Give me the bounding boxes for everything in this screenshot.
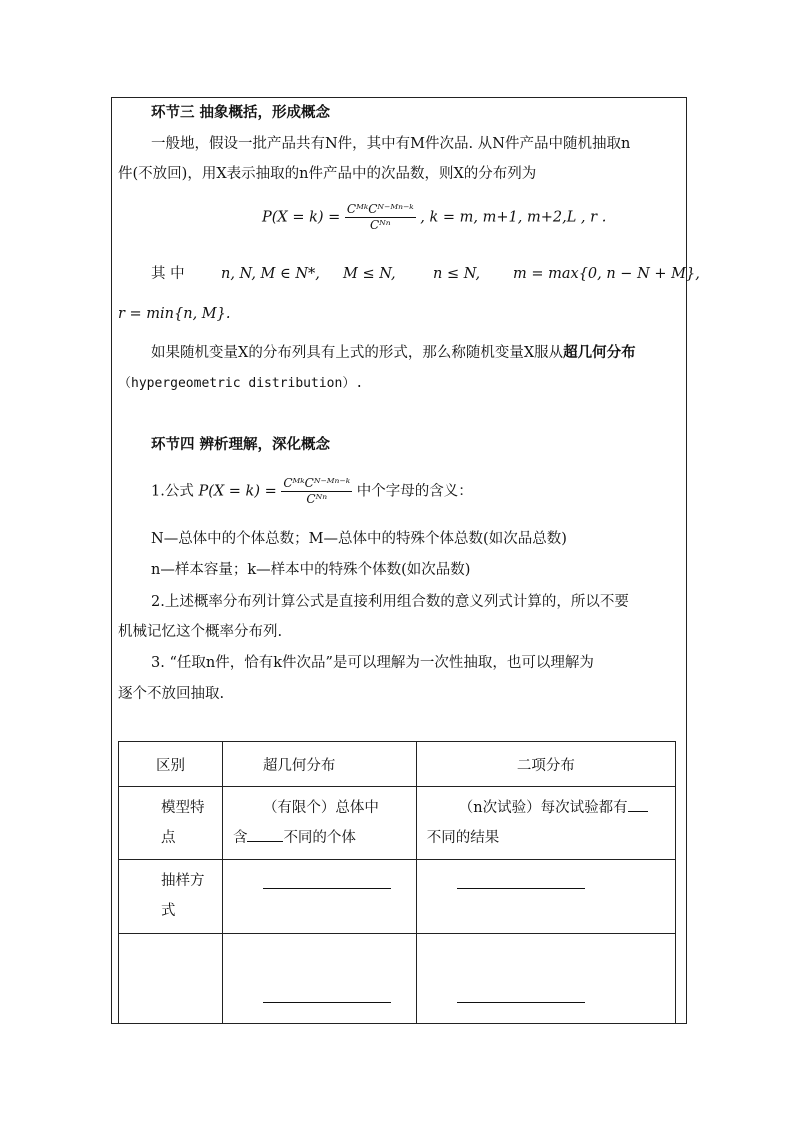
row-model-binom-line1 bbox=[427, 793, 665, 823]
row-sampling-binom bbox=[416, 860, 675, 934]
section3-p1-line2: 件(不放回)，用X表示抽取的n件产品中的次品数，则X的分布列为 bbox=[118, 166, 537, 182]
item1-formula-left: P(X = k) = bbox=[198, 483, 277, 500]
row-model-hyper bbox=[222, 787, 416, 860]
condition-2: M ≤ N, bbox=[343, 266, 396, 282]
condition-3: n ≤ N, bbox=[433, 266, 481, 282]
item1-prefix: 1.公式 bbox=[151, 483, 194, 500]
row-model-label bbox=[119, 787, 223, 860]
item3-line1: 3. “任取n件，恰有k件次品”是可以理解为一次性抽取，也可以理解为 bbox=[151, 655, 594, 671]
section3-p2-text: 如果随机变量X的分布列具有上式的形式，那么称随机变量X服从 bbox=[151, 345, 564, 361]
fill-blank-hyper-extra[interactable] bbox=[263, 1002, 391, 1003]
section3-p2 bbox=[151, 343, 636, 363]
term-hypergeometric: 超几何分布 bbox=[563, 344, 636, 361]
item1 bbox=[151, 476, 473, 507]
item2-line2: 机械记忆这个概率分布列. bbox=[118, 624, 283, 640]
row-model-hyper-line2 bbox=[233, 823, 406, 853]
section3-p2-line2: （hypergeometric distribution）. bbox=[118, 376, 364, 391]
item1-formula-numerator: CᴹᵏCᴺ⁻ᴹⁿ⁻ᵏ bbox=[283, 476, 351, 490]
row-model-binom-content bbox=[417, 787, 675, 859]
comparison-table bbox=[118, 741, 676, 1024]
table-header-row bbox=[119, 742, 676, 787]
row-extra-hyper bbox=[222, 934, 416, 1024]
formula-numerator: CᴹᵏCᴺ⁻ᴹⁿ⁻ᵏ bbox=[346, 202, 414, 216]
condition-5: r = min{n, M}. bbox=[118, 306, 231, 322]
formula-right: , k = m, m+1, m+2,L , r . bbox=[420, 209, 607, 226]
section3-p1-line1: 一般地，假设一批产品共有N件，其中有M件次品. 从N件产品中随机抽取n bbox=[151, 136, 631, 152]
meaning-N-M: N—总体中的个体总数；M—总体中的特殊个体总数(如次品总数) bbox=[151, 531, 567, 547]
fill-blank-hyper-model[interactable] bbox=[247, 841, 283, 842]
formula-fraction bbox=[345, 202, 416, 233]
table-row-extra bbox=[119, 934, 676, 1024]
section4-heading: 环节四 辨析理解，深化概念 bbox=[151, 436, 331, 453]
row-model-hyper-prefix: 含 bbox=[232, 830, 248, 846]
item2-line1: 2.上述概率分布列计算公式是直接利用组合数的意义列式计算的，所以不要 bbox=[151, 594, 629, 610]
section3-heading: 环节三 抽象概括，形成概念 bbox=[151, 104, 331, 121]
fill-blank-binom-sampling[interactable] bbox=[457, 888, 585, 889]
row-model-hyper-content bbox=[223, 787, 416, 859]
item1-formula-fraction bbox=[281, 476, 352, 507]
row-extra-binom bbox=[416, 934, 675, 1024]
item3-line2: 逐个不放回抽取. bbox=[118, 686, 225, 702]
row-model-binom-text: （n次试验）每次试验都有 bbox=[458, 800, 628, 816]
formula-left: P(X = k) = bbox=[262, 209, 341, 226]
header-hypergeometric-text: 超几何分布 bbox=[262, 757, 336, 774]
table-row-sampling bbox=[119, 860, 676, 934]
condition-4: m = max{0, n − N + M}, bbox=[513, 266, 700, 282]
condition-label: 其 中 bbox=[151, 266, 185, 282]
row-model-hyper-line1: （有限个）总体中 bbox=[262, 800, 379, 816]
row-model-binom bbox=[416, 787, 675, 860]
row-sampling-label bbox=[119, 860, 223, 934]
header-binomial-text: 二项分布 bbox=[516, 757, 575, 774]
row-sampling-label-text: 抽样方式 bbox=[161, 873, 205, 919]
formula-denominator: Cᴺⁿ bbox=[369, 218, 391, 232]
fill-blank-hyper-sampling[interactable] bbox=[263, 888, 391, 889]
row-model-hyper-suffix: 不同的个体 bbox=[283, 830, 356, 846]
row-model-binom-line2: 不同的结果 bbox=[426, 830, 500, 846]
distribution-formula bbox=[262, 202, 606, 233]
header-binomial bbox=[416, 742, 675, 787]
condition-1: n, N, M ∈ N*, bbox=[221, 266, 320, 282]
item1-formula-denominator: Cᴺⁿ bbox=[306, 492, 328, 506]
meaning-n-k: n—样本容量；k—样本中的特殊个体数(如次品数) bbox=[151, 562, 471, 578]
item1-suffix: 中个字母的含义： bbox=[356, 483, 473, 500]
header-difference-text: 区别 bbox=[155, 757, 185, 774]
fill-blank-binom-model[interactable] bbox=[628, 811, 648, 812]
table-row-model bbox=[119, 787, 676, 860]
header-difference bbox=[119, 742, 223, 787]
row-model-label-text: 模型特点 bbox=[161, 800, 205, 846]
header-hypergeometric bbox=[222, 742, 416, 787]
row-sampling-hyper bbox=[222, 860, 416, 934]
row-extra-label bbox=[119, 934, 223, 1024]
fill-blank-binom-extra[interactable] bbox=[457, 1002, 585, 1003]
